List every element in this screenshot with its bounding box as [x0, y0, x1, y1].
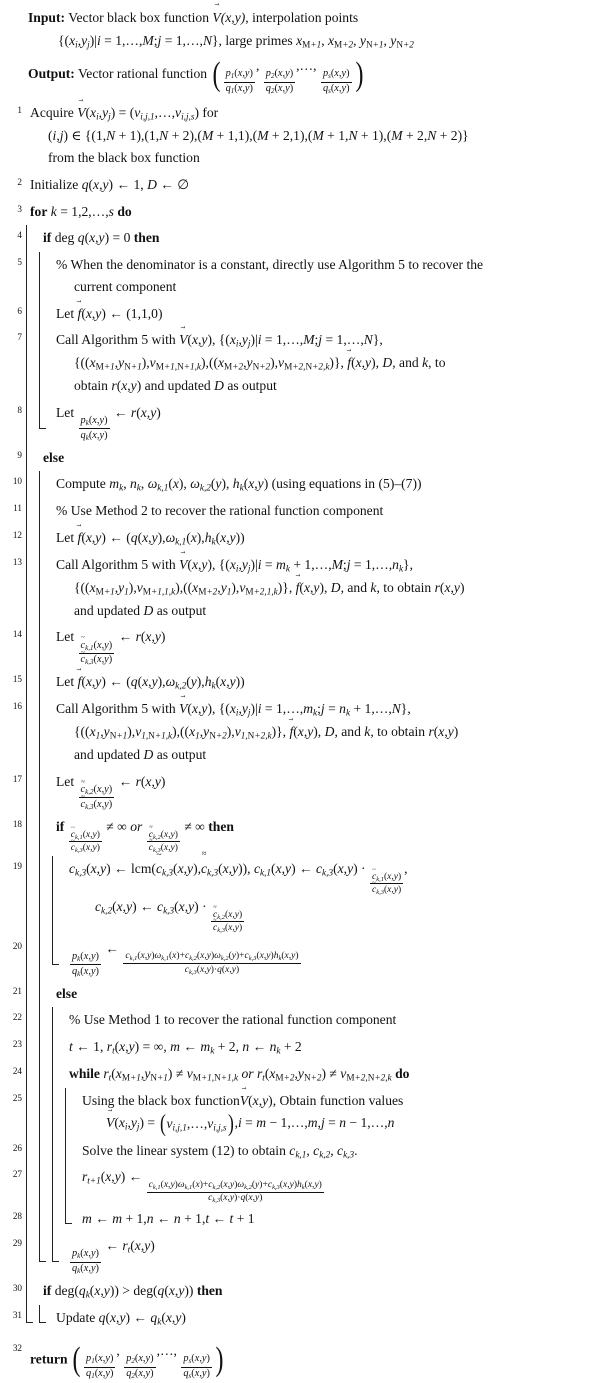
indent-rail-1	[24, 624, 37, 669]
kw-using: Using the black box function	[82, 1092, 240, 1108]
line-number: 1	[17, 104, 22, 115]
indent-rail-2	[37, 1206, 50, 1233]
output-label: Output:	[28, 66, 75, 82]
indent-rail-3	[50, 1138, 63, 1165]
indent-rails	[24, 498, 50, 525]
indent-rails	[24, 445, 37, 472]
line-content: Initialize q(x,y) ← 1, D ← ∅	[30, 176, 190, 192]
algorithm-line	[0, 981, 616, 1008]
kw-do: do	[395, 1065, 410, 1081]
line-content: % Use Method 2 to recover the rational function component	[56, 503, 384, 519]
line-number: 11	[13, 503, 22, 514]
line-content: if $deg(q_k(x,y)) > deg(q(x,y))$ then	[43, 1283, 223, 1300]
indent-rail-1	[24, 552, 37, 624]
algorithm-line	[0, 1338, 616, 1383]
indent-rail-2	[37, 1164, 50, 1206]
indent-rails	[24, 552, 50, 624]
indent-rail-1	[24, 525, 37, 552]
line-number: 23	[12, 1038, 22, 1049]
line-content: Compute $m_k$, $n_k$, $\omega_{k,1}(x)$, $\omega_{k,2}(y)$, $h_k(x,y)$ (using equations in (5)–(7))	[56, 476, 422, 493]
indent-rails	[24, 1164, 76, 1206]
algorithm-line	[0, 1278, 616, 1305]
indent-rail-2	[37, 301, 50, 328]
line-number: 30	[12, 1283, 22, 1294]
indent-rail-1	[24, 981, 37, 1008]
line-number: 28	[12, 1211, 22, 1222]
kw-let: Let	[56, 773, 75, 789]
kw-or: or	[130, 818, 143, 834]
line-number: 7	[17, 332, 22, 343]
indent-rails	[24, 1233, 63, 1278]
algorithm-line	[0, 1233, 616, 1278]
line-content: m ← m + 1,n ← n + 1,t ← t + 1	[82, 1211, 255, 1227]
indent-rail-2-end	[37, 1233, 50, 1278]
algorithm-steps	[0, 100, 616, 1383]
indent-rail-1	[24, 1061, 37, 1088]
line-number: 14	[12, 629, 22, 640]
line-number: 24	[12, 1065, 22, 1076]
indent-rails	[24, 225, 37, 252]
indent-rails	[24, 814, 50, 856]
indent-rail-3	[50, 856, 63, 936]
kw-then: then	[133, 230, 160, 246]
indent-rail-1	[24, 1278, 37, 1305]
line-number: 13	[12, 556, 22, 567]
indent-rails	[24, 1206, 76, 1233]
kw-deg: deg	[54, 230, 75, 246]
indent-rail-2-end	[37, 1305, 50, 1332]
line-number: 17	[12, 773, 22, 784]
kw-else: else	[56, 985, 78, 1001]
indent-rail-1-end	[24, 1305, 37, 1332]
indent-rails	[24, 696, 50, 768]
indent-rails	[24, 525, 50, 552]
line-content: $\frac{p_k(x,y)}{q_k(x,y)}$ ← $\frac{c_{k,1}(x,y)\omega_{k,1}(x)+c_{k,2}(x,y)\omega_{k,2}(y)+c_{k,3}(x,y)h_k(x,y)}{c_{k,3}(x,y)\cdot q(x,y)}$	[72, 940, 299, 978]
line-content	[50, 981, 616, 1008]
indent-rail-1	[24, 669, 37, 696]
indent-rails	[24, 1138, 76, 1165]
indent-rail-1	[24, 769, 37, 814]
line-number: 10	[12, 476, 22, 487]
kw-if: if	[43, 1283, 52, 1299]
kw-if: if	[56, 818, 65, 834]
line-content: Update q(x,y) ← $q_k(x,y)$	[56, 1309, 186, 1327]
indent-rails	[24, 400, 50, 445]
algorithm-line	[0, 1164, 616, 1206]
indent-rails	[24, 301, 50, 328]
kw-solve: Solve the linear system (12) to obtain	[82, 1142, 286, 1158]
indent-rail-4	[63, 1164, 76, 1206]
kw-call: Call Algorithm 5 with	[56, 556, 176, 572]
algorithm-line	[0, 172, 616, 199]
algorithm-line	[0, 400, 616, 445]
indent-rail-2	[37, 981, 50, 1008]
line-content: $\frac{p_k(x,y)}{q_k(x,y)}$ ← $r_t(x,y)$	[72, 1237, 155, 1276]
indent-rail-4	[63, 1138, 76, 1165]
indent-rail-2	[37, 327, 50, 399]
indent-rail-2	[37, 1138, 50, 1165]
indent-rail-1	[24, 936, 37, 981]
line-content: Call Algorithm 5 with V →(x,y), {$(x_i,y_j)|i$ = $1,\dots,m_k;j = n_k$ + 1,…,N}, $\{((x_1,y_{N+1}),v_{1,N+1,k}),((x_1,y_{N+2}),v_{1,N+2,k})\}$, f →(x,y), D, and k, to obtain r(x,y) and updated D as output	[50, 696, 616, 768]
indent-rails	[24, 769, 50, 814]
line-number: 12	[12, 529, 22, 540]
kw-else: else	[43, 449, 65, 465]
indent-rail-1	[24, 1007, 37, 1034]
kw-lcm: lcm	[131, 860, 152, 876]
kw-then: then	[208, 818, 234, 834]
line-content: if $\frac{c \sim_{k,1}(x,y)}{c \sim_{k,3}(x,y)}$ ≠ ∞ or $\frac{c \approx_{k,2}(x,y)}{c \approx_{k,3}(x,y)}$ ≠ ∞ then	[50, 814, 616, 856]
line-content: $c_{k,3}(x,y)$ ← lcm(c $\sim_{k,3}(x,y),c \approx_{k,3}(x,y)$), $c_{k,1}(x,y)$ ← $c_{k,3}(x,y)$ · $\frac{c \sim_{k,1}(x,y)}{c \sim_{k,3}(x,y)}$ , $c_{k,2}(x,y)$ ← $c_{k,3}(x,y)$ · $\frac{c \approx_{k,2}(x,y)}{c \approx_{k,3}(x,y)}$	[63, 856, 616, 936]
line-number: 32	[12, 1342, 22, 1353]
indent-rail-4	[63, 1088, 76, 1138]
indent-rail-1	[24, 1206, 37, 1233]
line-content: Call Algorithm 5 with V →(x,y), {$(x_i,y_j)|i$ = 1,…,M;j = 1,…,N}, $\{((x_{M+1},y_{N+1}),v_{M+1,N+1,k}),((x_{M+2},y_{N+2}),v_{M+2,N+2,k})\}$, f →(x,y), D, and k, to obtain r(x,y) and updated D as output	[50, 327, 616, 399]
line-content: Let $\frac{c \sim_{k,1}(x,y)}{c \sim_{k,3}(x,y)}$ ← r(x,y)	[50, 624, 616, 669]
indent-rail-1	[24, 1233, 37, 1278]
algorithm-line	[0, 327, 616, 399]
line-number: 29	[12, 1237, 22, 1248]
algorithm-line	[0, 669, 616, 696]
line-content: while $r_t(x_{M+1},y_{N+1}) \ne v_{M+1,N+1,k}$ or $r_t(x_{M+2},y_{N+2}) \ne v_{M+2,N+2,k}$ do	[69, 1065, 410, 1083]
indent-rails	[24, 1278, 37, 1305]
line-number: 8	[17, 404, 22, 415]
indent-rails	[24, 471, 50, 498]
indent-rails	[24, 327, 50, 399]
indent-rail-2	[37, 1007, 50, 1034]
line-number: 2	[17, 176, 22, 187]
line-number: 22	[12, 1012, 22, 1023]
indent-rails	[24, 624, 50, 669]
algorithm-line	[0, 814, 616, 856]
line-content: Let $\frac{p_k(x,y)}{q_k(x,y)}$ ← r(x,y)	[56, 404, 161, 442]
algorithm-line	[0, 225, 616, 252]
comment-text-b: current component	[74, 279, 177, 295]
indent-rails	[24, 1061, 63, 1088]
indent-rails	[24, 252, 50, 301]
algorithm-line	[0, 471, 616, 498]
algorithm-line	[0, 856, 616, 936]
indent-rail-1	[24, 400, 37, 445]
line-content: Acquire $V \to(x_i,y_j)$ = $(v_{i,j,1},\dots,v_{i,j,s})$ for (i,j) ∈ {(1,N + 1),(1,N + 2),(M + 1,1),(M + 2,1),(M + 1,N + 1),(M + 2,N + 2)} from the black box function	[24, 100, 616, 172]
indent-rails	[24, 1305, 50, 1332]
indent-rail-2	[37, 471, 50, 498]
indent-rail-1	[24, 471, 37, 498]
indent-rail-2	[37, 1088, 50, 1138]
line-number: 16	[12, 701, 22, 712]
indent-rail-2	[37, 525, 50, 552]
input-line-2: {$(x_i,y_j)|i$ = 1,…,M;j = 1,…,N}, large primes $x_{M+1}$, $x_{M+2}$, $y_{N+1}$, $y_{N+2}$	[58, 33, 414, 50]
input-line: Input: Vector black box function V →(x,y), interpolation points {$(x_i,y_j)|i$ = 1,…,M;j = 1,…,N}, large primes $x_{M+1}$, $x_{M+2}$, $y_{N+1}$, $y_{N+2}$	[28, 6, 608, 54]
kw-let: Let	[56, 674, 75, 690]
indent-rails	[24, 1007, 63, 1034]
kw-let: Let	[56, 404, 75, 420]
output-tuple: ( $\frac{p_1(x,y)}{q_1(x,y)}$ , $\frac{p_2(x,y)}{q_2(x,y)}$ ,…, $\frac{p_s(x,y)}{q_s(x,y)}$ )	[212, 55, 364, 96]
line-content: $r_{t+1}(x,y)$ ← $\frac{c_{k,1}(x,y)\omega_{k,1}(x)+c_{k,2}(x,y)\omega_{k,2}(y)+c_{k,3}(x,y)h_k(x,y)}{c_{k,3}(x,y)\cdot q(x,y)}$	[82, 1169, 322, 1205]
indent-rail-2	[37, 814, 50, 856]
indent-rail-2	[37, 624, 50, 669]
indent-rails	[24, 981, 50, 1008]
kw-or: or	[241, 1065, 254, 1081]
comment-text-a: % When the denominator is a constant, directly use Algorithm 5 to recover the	[56, 256, 484, 272]
indent-rail-2	[37, 498, 50, 525]
indent-rails	[24, 936, 63, 981]
line-content: Call Algorithm 5 with V →(x,y), {$(x_i,y_j)|i = m_k$ + 1,…,M;j = $1,\dots,n_k$}, $\{((x_{M+1},y_1),v_{M+1,1,k}),((x_{M+2},y_1),v_{M+2,1,k})\}$, f →(x,y), D, and k, to obtain r(x,y) and updated D as output	[50, 552, 616, 624]
algorithm-line	[0, 498, 616, 525]
line-number: 21	[12, 985, 22, 996]
indent-rail-2	[37, 696, 50, 768]
line-number: 4	[17, 230, 22, 241]
indent-rail-2	[37, 769, 50, 814]
algorithm-line	[0, 1305, 616, 1332]
input-text-a: Vector black box function	[68, 10, 213, 25]
line-content	[24, 1338, 616, 1383]
kw-acquire: Acquire	[30, 104, 74, 120]
kw-let: Let	[56, 629, 75, 645]
indent-rail-2	[37, 252, 50, 301]
indent-rail-2	[37, 1034, 50, 1061]
from-black-box: from the black box function	[48, 150, 200, 166]
algorithm-line	[0, 199, 616, 226]
algorithm-line	[0, 696, 616, 768]
line-content: Let f →(x,y) ← $(q(x,y),\omega_{k,2}(y),h_k(x,y))$	[50, 669, 616, 696]
kw-obtain-values: , Obtain function values	[272, 1092, 404, 1108]
indent-rail-2	[37, 1061, 50, 1088]
line-number: 19	[12, 860, 22, 871]
line-number: 31	[12, 1309, 22, 1320]
line-content: % Use Method 1 to recover the rational function component	[69, 1012, 397, 1028]
indent-rail-3-end	[50, 1233, 63, 1278]
line-number: 26	[12, 1142, 22, 1153]
kw-let: Let	[56, 529, 75, 545]
algorithm-line	[0, 301, 616, 328]
indent-rail-3	[50, 1034, 63, 1061]
kw-while: while	[69, 1065, 100, 1081]
indent-rail-2-end	[37, 400, 50, 445]
line-number: 18	[12, 818, 22, 829]
algorithm-line	[0, 1007, 616, 1034]
line-number: 5	[17, 256, 22, 267]
kw-call: Call Algorithm 5 with	[56, 701, 176, 717]
indent-rails	[24, 856, 63, 936]
indent-rails	[24, 1034, 63, 1061]
indent-rail-1	[24, 1088, 37, 1138]
indent-rail-4-end	[63, 1206, 76, 1233]
line-content: Using the black box functionV →(x,y), Obtain function values $V \to(x_i,y_j)$ = ( $v_{i,j,1},\dots,v_{i,j,s}$ ) ,i = m − 1,…,m,j = n − 1,…,n	[76, 1088, 616, 1138]
kw-do: do	[117, 203, 132, 219]
line-content	[37, 445, 616, 472]
algorithm-line	[0, 624, 616, 669]
line-number: 27	[12, 1169, 22, 1180]
algorithm-header	[0, 6, 616, 96]
return-tuple: ( $\frac{p_1(x,y)}{q_1(x,y)}$ , $\frac{p_2(x,y)}{q_2(x,y)}$ ,…, $\frac{p_s(x,y)}{q_s(x,y)}$ )	[72, 1341, 224, 1381]
line-number: 6	[17, 305, 22, 316]
indent-rail-1	[24, 696, 37, 768]
line-content: Let $\frac{c \approx_{k,2}(x,y)}{c \approx_{k,3}(x,y)}$ ← r(x,y)	[50, 769, 616, 814]
algorithm-line	[0, 936, 616, 981]
output-text: Vector rational function	[78, 66, 208, 82]
indent-rail-3	[50, 1007, 63, 1034]
line-number: 15	[12, 674, 22, 685]
algorithm-line	[0, 525, 616, 552]
kw-for: for	[30, 203, 48, 219]
algorithm-line	[0, 1206, 616, 1233]
algorithm-line	[0, 1034, 616, 1061]
indent-rail-1	[24, 301, 37, 328]
line-content: t ← 1, $r_t(x,y)$ = ∞, m ← $m_k + 2$, n ← $n_k + 2$	[69, 1038, 302, 1056]
indent-rail-1	[24, 327, 37, 399]
indent-rails	[24, 669, 50, 696]
indent-rail-1	[24, 252, 37, 301]
indent-rail-1	[24, 814, 37, 856]
line-content: Let f →(x,y) ← $(q(x,y),\omega_{k,1}(x),h_k(x,y))$	[50, 525, 616, 552]
algorithm-line	[0, 445, 616, 472]
algorithm-line	[0, 1138, 616, 1165]
indent-rail-3	[50, 1164, 63, 1206]
line-content: if deg q(x,y) = 0 then	[43, 230, 160, 246]
indent-rail-1	[24, 856, 37, 936]
algorithm-line	[0, 552, 616, 624]
kw-return: return	[30, 1351, 68, 1367]
algorithm-line	[0, 1061, 616, 1088]
input-text-b: , interpolation points	[245, 10, 359, 25]
indent-rail-1	[24, 1034, 37, 1061]
vector-V: V →	[212, 6, 220, 29]
indent-rail-1	[24, 445, 37, 472]
line-content	[50, 252, 616, 301]
line-number: 9	[17, 449, 22, 460]
indent-rail-3	[50, 1206, 63, 1233]
line-number: 20	[12, 940, 22, 951]
kw-update: Update	[56, 1309, 96, 1325]
indent-rail-2	[37, 936, 50, 981]
indent-rail-1	[24, 498, 37, 525]
kw-if: if	[43, 230, 52, 246]
line-content: Solve the linear system (12) to obtain $c_{k,1}$, $c_{k,2}$, $c_{k,3}$.	[82, 1142, 358, 1160]
algorithm-line	[0, 1088, 616, 1138]
indent-rails	[24, 1088, 76, 1138]
kw-then: then	[196, 1283, 223, 1299]
line-number: 25	[12, 1092, 22, 1103]
indent-rail-2	[37, 856, 50, 936]
indent-rail-3-end	[50, 936, 63, 981]
line-content: Let f →(x,y) ← (1,1,0)	[50, 301, 616, 328]
kw-compute: Compute	[56, 476, 106, 492]
indent-rail-1	[24, 225, 37, 252]
input-label: Input:	[28, 10, 66, 25]
indent-rail-3	[50, 1088, 63, 1138]
algorithm-line	[0, 252, 616, 301]
indent-rail-3	[50, 1061, 63, 1088]
indent-rail-2	[37, 669, 50, 696]
line-content: for k = 1,2,…,s do	[30, 203, 132, 219]
algorithm-line	[0, 769, 616, 814]
indent-rail-1	[24, 1164, 37, 1206]
indent-rail-1	[24, 1138, 37, 1165]
kw-initialize: Initialize	[30, 176, 79, 192]
kw-deg: deg	[54, 1283, 75, 1299]
indent-rail-2	[37, 552, 50, 624]
kw-call: Call Algorithm 5 with	[56, 332, 176, 348]
kw-let: Let	[56, 305, 75, 321]
algorithm-line	[0, 100, 616, 172]
line-number: 3	[17, 203, 22, 214]
output-line	[28, 54, 608, 96]
